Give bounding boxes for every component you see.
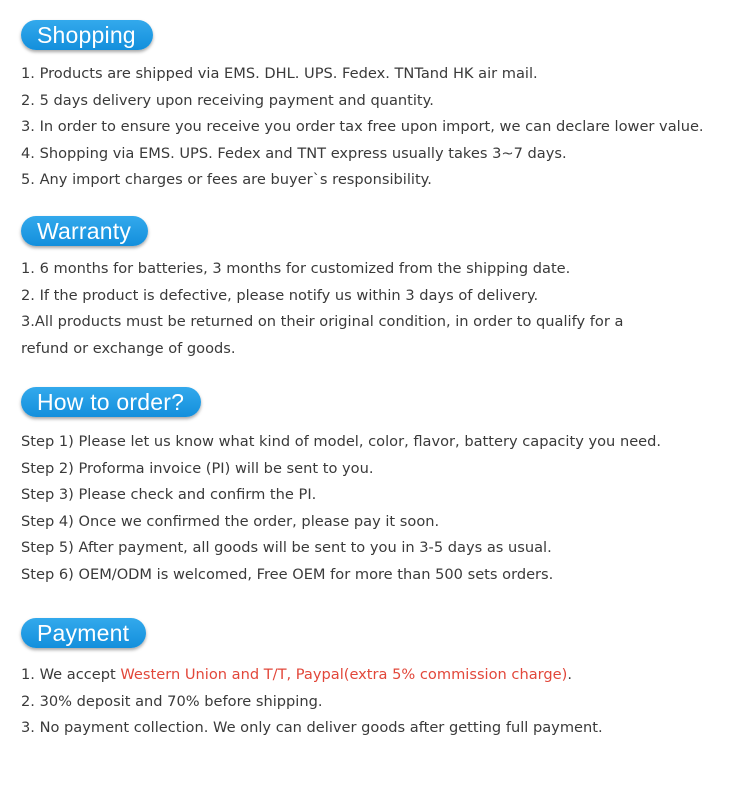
shopping-item: 5. Any import charges or fees are buyer`s responsibility.: [21, 171, 432, 188]
how-to-order-list: [21, 429, 728, 588]
order-step: Step 4) Once we confirmed the order, please pay it soon.: [21, 512, 440, 530]
warranty-item: 1. 6 months for batteries, 3 months for customized from the shipping date.: [21, 260, 571, 277]
payment-heading: Payment: [21, 618, 146, 648]
shopping-item: 2. 5 days delivery upon receiving payment and quantity.: [21, 91, 434, 109]
warranty-section: [21, 216, 728, 362]
payment-section: [21, 618, 728, 742]
payment-item: 3. No payment collection. We only can deliver goods after getting full payment.: [21, 719, 603, 736]
payment-item-suffix: .: [567, 666, 572, 683]
warranty-item: 3.All products must be returned on their original condition, in order to qualify for a refund or exchange of goods.: [21, 313, 624, 357]
how-to-order-heading: How to order?: [21, 387, 201, 417]
order-step: Step 3) Please check and confirm the PI.: [21, 486, 317, 503]
warranty-heading: Warranty: [21, 216, 148, 246]
shopping-item: 3. In order to ensure you receive you order tax free upon import, we can declare lower value.: [21, 118, 704, 135]
order-step: Step 5) After payment, all goods will be sent to you in 3-5 days as usual.: [21, 539, 552, 556]
shopping-item: 4. Shopping via EMS. UPS. Fedex and TNT express usually takes 3~7 days.: [21, 144, 567, 162]
shopping-item: 1. Products are shipped via EMS. DHL. UPS. Fedex. TNTand HK air mail.: [21, 65, 538, 82]
how-to-order-section: [21, 387, 728, 588]
warranty-list: [21, 256, 728, 362]
order-step: Step 1) Please let us know what kind of model, color, flavor, battery capacity you need.: [21, 433, 662, 450]
shopping-section: [21, 20, 728, 194]
payment-item: [21, 662, 728, 689]
payment-item: 2. 30% deposit and 70% before shipping.: [21, 692, 323, 710]
order-step: Step 6) OEM/ODM is welcomed, Free OEM for more than 500 sets orders.: [21, 565, 554, 583]
payment-item-prefix: 1. We accept: [21, 666, 121, 683]
payment-methods-highlight: Western Union and T/T, Paypal(extra 5% commission charge): [120, 666, 568, 683]
payment-list: [21, 662, 728, 742]
order-step: Step 2) Proforma invoice (PI) will be sent to you.: [21, 459, 374, 477]
shopping-heading: Shopping: [21, 20, 153, 50]
shopping-list: [21, 61, 728, 194]
warranty-item: 2. If the product is defective, please notify us within 3 days of delivery.: [21, 286, 539, 304]
